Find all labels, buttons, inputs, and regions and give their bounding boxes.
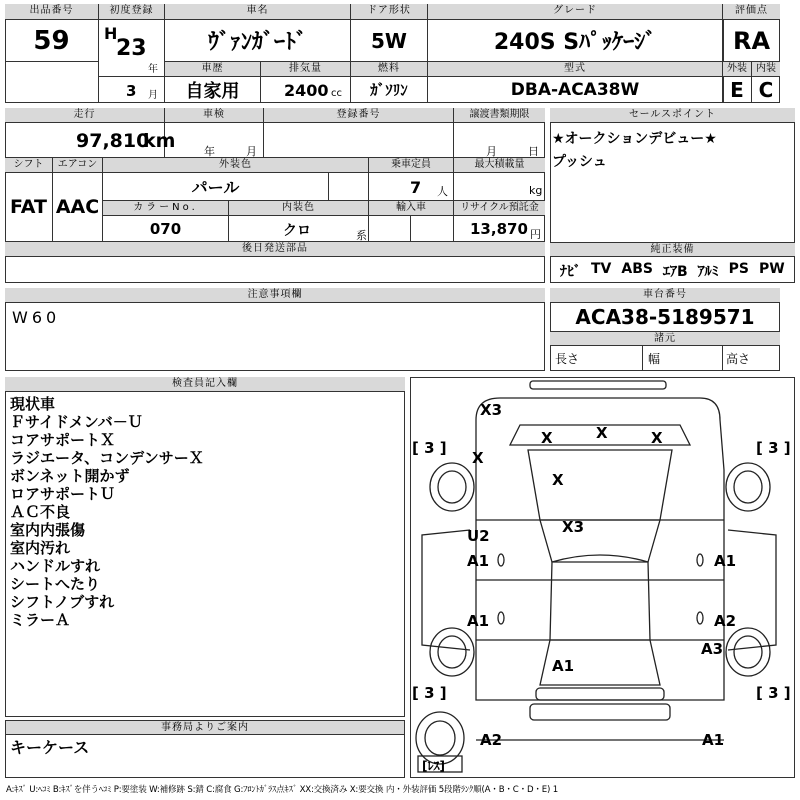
chassis-number: ACA38-5189571 — [550, 303, 780, 332]
interior-grade: C — [758, 78, 774, 102]
tire-fl — [430, 463, 474, 511]
inspector-line: ハンドルすれ — [10, 557, 101, 575]
recycle-unit: 円 — [530, 228, 541, 241]
reg-year: 23 — [116, 36, 147, 61]
transfer-label: 譲渡書類期限 — [454, 108, 545, 123]
color: パール — [103, 173, 329, 201]
tire-rr — [726, 628, 770, 676]
wheel-rr — [734, 636, 762, 668]
car-name: ｳﾞｧﾝｶﾞｰﾄﾞ — [165, 20, 351, 62]
equipment-item: ﾅﾋﾞ — [560, 264, 581, 280]
mark-quarter-r: A3 — [701, 640, 724, 658]
fuel: ｶﾞｿﾘﾝ — [351, 77, 428, 103]
tire-tr-label: [ 3 ] — [756, 439, 791, 457]
handle-fl — [498, 554, 504, 566]
capacity: 7 — [410, 178, 422, 197]
grade-label: グレード — [428, 4, 723, 20]
handle-rr — [697, 612, 703, 624]
fuel-label: 燃料 — [351, 62, 428, 77]
dims-label: 諸元 — [550, 332, 780, 346]
inspector-line: 室内汚れ — [10, 539, 71, 557]
exterior-label: 外装 — [723, 62, 752, 77]
wheel-fl — [438, 471, 466, 503]
length-label: 長さ — [555, 352, 580, 366]
mark-rear-glass: A1 — [552, 657, 575, 675]
mark-door-rr: A2 — [714, 612, 737, 630]
score: RA — [723, 20, 780, 62]
int-color-label: 内装色 — [229, 201, 369, 216]
model: DBA-ACA38W — [428, 77, 723, 103]
era: H — [104, 24, 118, 43]
chassis-label: 車台番号 — [550, 288, 780, 303]
ac-label: エアコン — [53, 158, 103, 173]
transfer-month-unit: 月 — [486, 145, 497, 158]
legend-text: A:ｷｽﾞ U:ﾍｺﾐ B:ｷｽﾞを伴うﾍｺﾐ P:要塗装 W:補修跡 S:錆 C:腐食 G:ﾌﾛﾝﾄｶﾞﾗｽ点ｷｽﾞ XX:交換済み X:要交換 内・外装評価 5段階ﾗﾝｸ順(A・B・C・D・E) 1 — [6, 785, 558, 795]
inspector-line: シフトノブすれ — [10, 593, 115, 611]
mark-hood: X — [552, 471, 564, 489]
caution-label: 注意事項欄 — [5, 288, 545, 303]
office-label: 事務局よりご案内 — [5, 720, 405, 735]
inspector-line: 室内内張傷 — [10, 521, 86, 539]
score-label: 評価点 — [723, 4, 780, 20]
capacity-unit: 人 — [437, 185, 448, 198]
equipment-label: 純正装備 — [550, 242, 795, 257]
mark-front-bumper: X3 — [480, 401, 503, 419]
reg-month: 3 — [126, 82, 137, 100]
sales-label: セールスポイント — [550, 108, 795, 123]
handle-fr — [697, 554, 703, 566]
front-bumper-top — [530, 381, 666, 389]
mark-rear-bumper-l: A2 — [480, 731, 503, 749]
sales-line-1: ★オークションデビュー★ — [552, 131, 717, 147]
tire-rl — [430, 628, 474, 676]
shift: FAT — [5, 173, 53, 242]
capacity-label: 乗車定員 — [369, 158, 454, 173]
hood — [528, 450, 672, 520]
caution-text: W60 — [12, 308, 61, 327]
displacement-label: 排気量 — [261, 62, 351, 77]
recycle-label: リサイクル預託金 — [454, 201, 545, 216]
inspector-line: ＡＣ不良 — [10, 503, 71, 521]
history-label: 車歴 — [165, 62, 261, 77]
equipment-item: ｱﾙﾐ — [697, 264, 719, 280]
reg-number-label: 登録番号 — [264, 108, 454, 123]
equipment-item: PS — [728, 261, 749, 277]
door-type: 5W — [351, 20, 428, 62]
mark-grille-r: X — [651, 429, 663, 447]
month-unit: 月 — [148, 90, 158, 101]
mileage-unit: km — [143, 130, 176, 152]
equipment-item: TV — [591, 261, 612, 277]
shift-label: シフト — [5, 158, 53, 173]
height-label: 高さ — [726, 352, 751, 366]
color-no-label: カラーNo. — [103, 201, 229, 216]
spare-label: [ﾚｽ] — [422, 759, 445, 773]
sales-line-2: プッシュ — [552, 154, 607, 170]
left-side-panel — [422, 530, 470, 650]
inspection-label: 車検 — [165, 108, 264, 123]
load-label: 最大積載量 — [454, 158, 545, 173]
recycle: 13,870 — [470, 220, 528, 238]
color-label: 外装色 — [103, 158, 369, 173]
mark-grille-l: X — [541, 429, 553, 447]
tire-fr — [726, 463, 770, 511]
mark-pillar-l: U2 — [467, 527, 490, 545]
mark-windshield: X3 — [562, 518, 585, 536]
wheel-fr — [734, 471, 762, 503]
mark-door-rl: A1 — [467, 612, 490, 630]
rear-bumper — [530, 704, 670, 720]
door-label: ドア形状 — [351, 4, 428, 20]
model-label: 型式 — [428, 62, 723, 77]
equipment-item: ABS — [621, 261, 653, 277]
inspector-label: 検査員記入欄 — [5, 377, 405, 392]
width-label: 幅 — [648, 352, 661, 366]
grade: 240S Sﾊﾟｯｹｰｼﾞ — [428, 20, 723, 62]
inspector-line: Ｆサイドメンバ－Ｕ — [10, 413, 143, 431]
spare-wheel — [425, 721, 455, 755]
year-unit: 年 — [148, 64, 158, 75]
inspector-line: ラジエータ、コンデンサーＸ — [10, 449, 204, 467]
int-color-unit: 系 — [356, 229, 367, 242]
inspector-line: ボンネット開かず — [10, 467, 130, 485]
handle-rl — [498, 612, 504, 624]
inspection-year-unit: 年 — [204, 145, 215, 158]
inspector-line: シートへたり — [10, 575, 101, 593]
inspection-month-unit: 月 — [246, 145, 257, 158]
rear-lamp — [536, 688, 664, 700]
exterior-grade: E — [723, 77, 752, 103]
tire-tl-label: [ 3 ] — [412, 439, 447, 457]
body-outline — [476, 398, 724, 700]
lot-label: 出品番号 — [5, 4, 99, 20]
cc-unit: cc — [331, 88, 342, 99]
mileage-label: 走行 — [5, 108, 165, 123]
mark-door-fl: A1 — [467, 552, 490, 570]
mark-rear-bumper-r: A1 — [702, 731, 725, 749]
office-text: キーケース — [10, 738, 90, 757]
mark-door-fr: A1 — [714, 552, 737, 570]
equipment-item: PW — [759, 261, 785, 277]
inspector-line: ミラーＡ — [10, 611, 71, 629]
ac: AAC — [53, 173, 103, 242]
wheel-rl — [438, 636, 466, 668]
mileage: 97,810 — [76, 130, 150, 152]
int-color: クロ — [283, 223, 311, 239]
later-parts-label: 後日発送部品 — [5, 242, 545, 257]
car-name-label: 車名 — [165, 4, 351, 20]
tire-br-label: [ 3 ] — [756, 684, 791, 702]
load-unit: kg — [529, 184, 543, 197]
roof — [550, 555, 650, 640]
mark-fender-fl: X — [472, 449, 484, 467]
inspector-line: 現状車 — [10, 395, 56, 413]
history: 自家用 — [165, 77, 261, 103]
first-reg-label: 初度登録 — [99, 4, 165, 20]
inspector-line: ロアサポートＵ — [10, 485, 116, 503]
transfer-day-unit: 日 — [528, 145, 539, 158]
equipment-item: ｴｱB — [662, 264, 688, 280]
color-no: 070 — [103, 216, 229, 242]
interior-label: 内装 — [752, 62, 780, 77]
tire-bl-label: [ 3 ] — [412, 684, 447, 702]
import-label: 輸入車 — [369, 201, 454, 216]
inspector-line: コアサポートＸ — [10, 431, 116, 449]
lot-number: 59 — [5, 20, 99, 62]
displacement: 2400 — [284, 81, 329, 100]
windshield — [540, 520, 660, 562]
mark-grille-c: X — [596, 424, 608, 442]
